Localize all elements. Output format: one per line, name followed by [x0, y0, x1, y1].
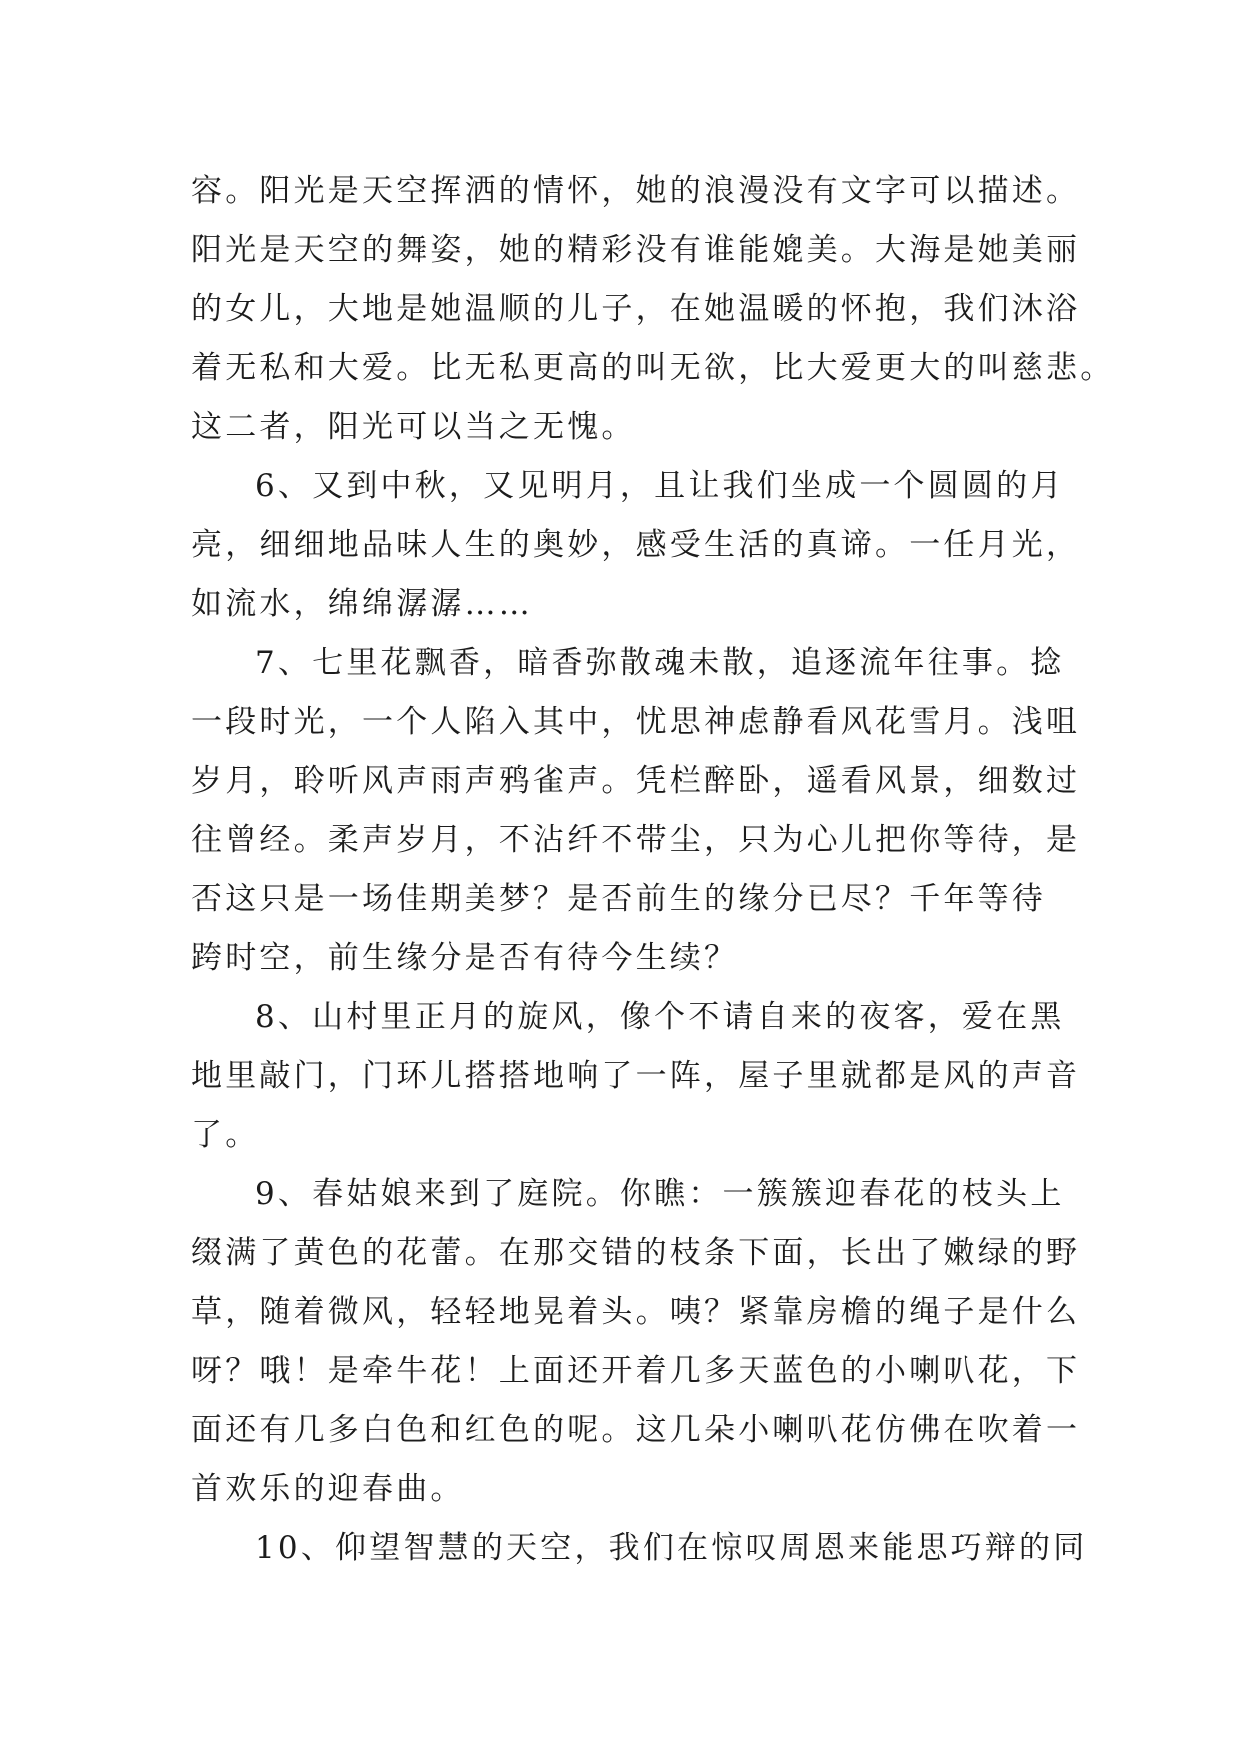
text-line: 呀？哦！是牵牛花！上面还开着几多天蓝色的小喇叭花，下: [191, 1353, 1081, 1389]
paragraph-6-first-line: 6、又到中秋，又见明月，且让我们坐成一个圆圆的月: [255, 468, 1065, 504]
text-line: 一段时光，一个人陷入其中，忧思神虑静看风花雪月。浅咀: [191, 704, 1081, 740]
text-line: 岁月，聆听风声雨声鸦雀声。凭栏醉卧，遥看风景，细数过: [191, 763, 1081, 799]
text-line: 面还有几多白色和红色的呢。这几朵小喇叭花仿佛在吹着一: [191, 1412, 1081, 1448]
text-line: 跨时空，前生缘分是否有待今生续？: [191, 940, 739, 976]
text-line: 的女儿，大地是她温顺的儿子，在她温暖的怀抱，我们沐浴: [191, 291, 1081, 327]
text-line: 地里敲门，门环儿搭搭地响了一阵，屋子里就都是风的声音: [191, 1058, 1081, 1094]
paragraph-7-first-line: 7、七里花飘香，暗香弥散魂未散，追逐流年往事。捻: [255, 645, 1065, 681]
text-line: 首欢乐的迎春曲。: [191, 1471, 465, 1507]
text-line: 草，随着微风，轻轻地晃着头。咦？紧靠房檐的绳子是什么: [191, 1294, 1081, 1330]
text-line: 容。阳光是天空挥洒的情怀，她的浪漫没有文字可以描述。: [191, 173, 1081, 209]
text-line: 亮，细细地品味人生的奥妙，感受生活的真谛。一任月光，: [191, 527, 1081, 563]
text-line: 如流水，绵绵潺潺……: [191, 586, 533, 622]
text-line: 着无私和大爱。比无私更高的叫无欲，比大爱更大的叫慈悲。: [191, 350, 1115, 386]
text-line: 缀满了黄色的花蕾。在那交错的枝条下面，长出了嫩绿的野: [191, 1235, 1081, 1271]
document-body: [191, 162, 1115, 1578]
paragraph-10-first-line: 10、仰望智慧的天空，我们在惊叹周恩来能思巧辩的同: [255, 1530, 1088, 1566]
text-line: 否这只是一场佳期美梦？是否前生的缘分已尽？千年等待: [191, 881, 1046, 917]
paragraph-9-first-line: 9、春姑娘来到了庭院。你瞧：一簇簇迎春花的枝头上: [255, 1176, 1065, 1212]
paragraph-8-first-line: 8、山村里正月的旋风，像个不请自来的夜客，爱在黑: [255, 999, 1065, 1035]
text-line: 这二者，阳光可以当之无愧。: [191, 409, 636, 445]
text-line: 往曾经。柔声岁月，不沾纤不带尘，只为心儿把你等待，是: [191, 822, 1081, 858]
text-line: 阳光是天空的舞姿，她的精彩没有谁能媲美。大海是她美丽: [191, 232, 1081, 268]
text-line: 了。: [191, 1117, 260, 1153]
